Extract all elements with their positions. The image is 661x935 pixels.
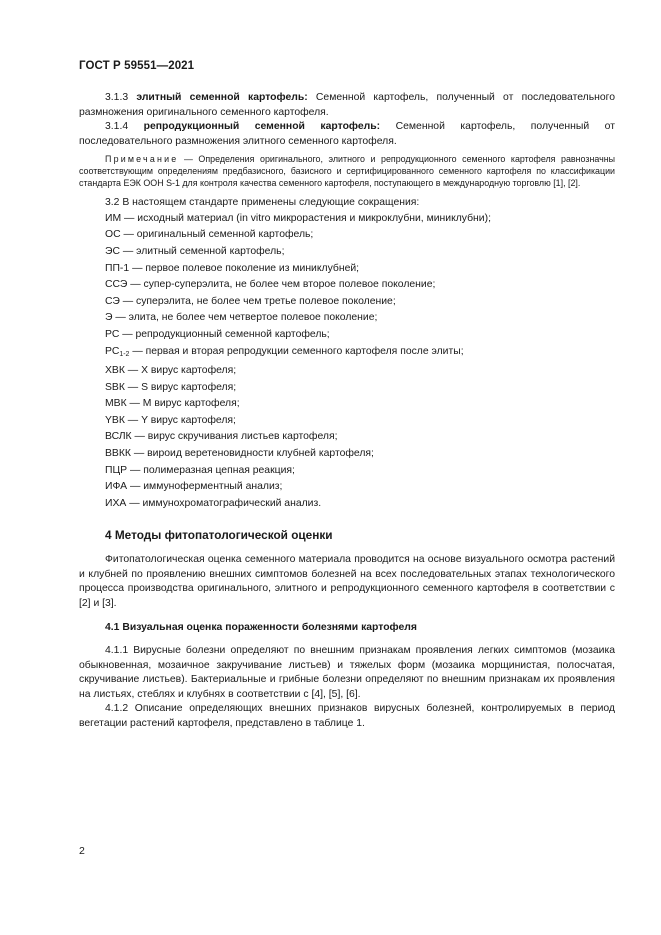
abbreviation-text: — иммуноферментный анализ; bbox=[127, 481, 283, 493]
abbreviation-text: — вирус скручивания листьев картофеля; bbox=[131, 431, 338, 443]
note-text: — Определения оригинального, элитного и репродукционного семенного картофеля равнозначны соответствующим определениям предбазисного, базисного и сертифицированного семенного картофеля по классификации стандарта ЕЭК ООН S-1 для контроля качества семенного картофеля, поступающего в международную торговлю [1], [2]. bbox=[79, 154, 615, 188]
definition-number: 3.1.4 bbox=[105, 121, 129, 133]
abbreviation-item bbox=[79, 310, 615, 327]
abbreviation-text: — первое полевое поколение из миниклубней; bbox=[129, 262, 360, 274]
abbreviation-text: — исходный материал (in vitro микрорастения и микроклубни, миниклубни); bbox=[121, 212, 491, 224]
section-4-1-title: 4.1 Визуальная оценка пораженности болезнями картофеля bbox=[105, 622, 417, 634]
abbreviation-code: ЭС bbox=[105, 245, 120, 257]
abbreviation-text: — элита, не более чем четвертое полевое поколение; bbox=[112, 312, 378, 324]
abbreviation-text: — репродукционный семенной картофель; bbox=[119, 328, 330, 340]
abbreviation-code: ИМ bbox=[105, 212, 122, 224]
section-4-intro: Фитопатологическая оценка семенного материала проводится на основе визуального осмотра растений и клубней по проявлению внешних симптомов болезней на всех последовательных этапах технологического процесса производства оригинального, элитного и репродукционного семенного картофеля в соответствии с [2] и [3]. bbox=[79, 554, 615, 609]
abbreviation-code: РС bbox=[105, 345, 120, 357]
page-content bbox=[79, 91, 615, 732]
abbreviation-code: SВК bbox=[105, 381, 125, 393]
abbreviation-code: ПЦР bbox=[105, 464, 128, 476]
abbreviation-text: — М вирус картофеля; bbox=[126, 398, 240, 410]
abbreviation-item bbox=[79, 277, 615, 294]
page-number: 2 bbox=[79, 845, 85, 857]
definition-term: элитный семенной картофель: bbox=[136, 92, 308, 103]
abbreviation-item bbox=[79, 380, 615, 397]
abbreviation-text: — первая и вторая репродукции семенного картофеля после элиты; bbox=[129, 345, 464, 357]
abbreviation-item bbox=[79, 294, 615, 311]
abbreviation-text: — полимеразная цепная реакция; bbox=[127, 464, 295, 476]
abbreviation-item bbox=[79, 463, 615, 480]
abbreviations-list bbox=[79, 211, 615, 513]
abbreviation-code: МВК bbox=[105, 398, 127, 410]
abbreviation-item bbox=[79, 344, 615, 364]
abbreviation-item bbox=[79, 261, 615, 278]
abbreviation-text: — иммунохроматографический анализ. bbox=[126, 497, 322, 509]
abbreviation-text: — элитный семенной картофель; bbox=[119, 245, 285, 257]
definition-text: Семенной картофель, полученный от последовательного размножения элитного семенного картофеля. bbox=[79, 121, 615, 147]
abbreviation-item bbox=[79, 211, 615, 228]
abbreviation-text: — оригинальный семенной картофель; bbox=[120, 229, 314, 241]
abbreviation-item bbox=[79, 363, 615, 380]
paragraph-4-1-1: 4.1.1 Вирусные болезни определяют по внешним признакам проявления легких симптомов (мозаика обыкновенная, мозаичное закручивание листьев) и тяжелых форм (мозаика морщинистая, полосчатая, скручивание листьев). Бактериальные и грибные болезни определяют по внешним признакам их проявления на листьях, стеблях и клубнях в соответствии с [4], [5], [6]. bbox=[79, 645, 615, 700]
abbreviation-item bbox=[79, 396, 615, 413]
abbreviation-item bbox=[79, 496, 615, 513]
definition-term: репродукционный семенной картофель: bbox=[143, 121, 381, 133]
abbreviation-text: — S вирус картофеля; bbox=[124, 381, 237, 393]
definition-text: Семенной картофель, полученный от последовательного размножения оригинального семенного картофеля. bbox=[79, 92, 615, 118]
abbreviation-item bbox=[79, 244, 615, 261]
abbreviation-code: ИХА bbox=[105, 497, 127, 509]
abbreviation-item bbox=[79, 413, 615, 430]
definition-3-1-3 bbox=[79, 91, 615, 120]
abbreviation-code: ОС bbox=[105, 229, 121, 241]
abbreviation-item bbox=[79, 227, 615, 244]
abbreviation-code: СЭ bbox=[105, 295, 120, 307]
abbreviation-item bbox=[79, 479, 615, 496]
abbreviation-code: ВСЛК bbox=[105, 431, 132, 443]
definition-3-1-4 bbox=[79, 120, 615, 149]
abbreviation-text: — X вирус картофеля; bbox=[124, 365, 237, 377]
paragraph-4-1-2: 4.1.2 Описание определяющих внешних признаков вирусных болезней, контролируемых в период вегетации растений картофеля, представлено в таблице 1. bbox=[79, 703, 615, 729]
abbreviation-text: — вироид веретеновидности клубней картофеля; bbox=[130, 448, 374, 460]
abbreviation-code: Э bbox=[105, 312, 113, 324]
abbreviation-code: РС bbox=[105, 328, 120, 340]
abbreviation-code: ПП-1 bbox=[105, 262, 130, 274]
abbreviation-code: YВК bbox=[105, 414, 125, 426]
note bbox=[79, 154, 615, 189]
abbreviation-text: — Y вирус картофеля; bbox=[124, 414, 236, 426]
abbreviation-subscript: 1-2 bbox=[119, 350, 130, 358]
abbreviation-item bbox=[79, 429, 615, 446]
abbreviations-intro: 3.2 В настоящем стандарте применены следующие сокращения: bbox=[105, 197, 420, 209]
abbreviation-code: ВВКК bbox=[105, 448, 131, 460]
abbreviation-text: — суперэлита, не более чем третье полевое поколение; bbox=[119, 295, 396, 307]
abbreviation-code: XВК bbox=[105, 365, 125, 377]
abbreviation-item bbox=[79, 446, 615, 463]
abbreviation-item bbox=[79, 327, 615, 344]
abbreviation-text: — супер-суперэлита, не более чем второе полевое поколение; bbox=[127, 279, 436, 291]
note-label: Примечание bbox=[105, 154, 179, 165]
definition-number: 3.1.3 bbox=[105, 92, 129, 103]
abbreviation-code: ИФА bbox=[105, 481, 128, 493]
standard-header: ГОСТ Р 59551—2021 bbox=[79, 60, 195, 72]
section-4-title: 4 Методы фитопатологической оценки bbox=[105, 528, 333, 543]
abbreviation-code: ССЭ bbox=[105, 279, 128, 291]
